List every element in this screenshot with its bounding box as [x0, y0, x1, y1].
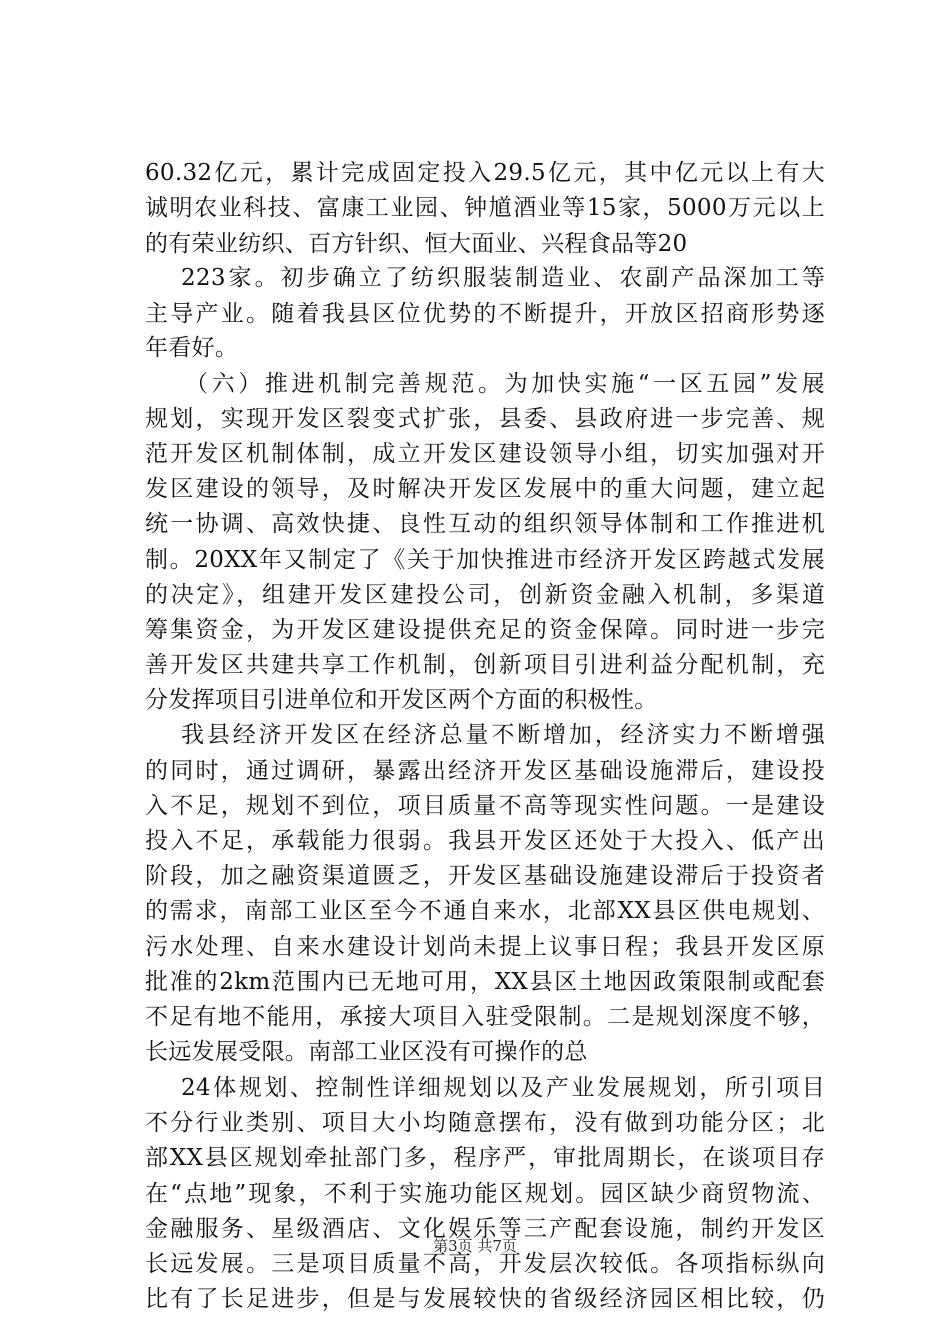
text-line: 的有荣业纺织、百方针织、恒大面业、兴程食品等20	[145, 231, 688, 257]
text-line: 金融服务、星级酒店、文化娱乐等三产配套设施，制约开发区	[145, 1216, 825, 1242]
text-line: 不分行业类别、项目大小均随意摆布，没有做到功能分区；北	[145, 1110, 825, 1136]
text-line: 发区建设的领导，及时解决开发区发展中的重大问题，建立起	[145, 476, 825, 502]
text-line: 筹集资金，为开发区建设提供充足的资金保障。同时进一步完	[145, 617, 825, 643]
text-line: 善开发区共建共享工作机制，创新项目引进利益分配机制，充	[145, 652, 825, 678]
text-line: 主导产业。随着我县区位优势的不断提升，开放区招商形势逐	[145, 301, 825, 327]
text-line: 诚明农业科技、富康工业园、钟馗酒业等15家，5000万元以上	[145, 195, 825, 221]
text-line: 的同时，通过调研，暴露出经济开发区基础设施滞后，建设投	[145, 758, 825, 784]
text-line: （六）推进机制完善规范。为加快实施“一区五园”发展	[185, 371, 825, 397]
text-line: 范开发区机制体制，成立开发区建设领导小组，切实加强对开	[145, 441, 825, 467]
text-line: 223家。初步确立了纺织服装制造业、农副产品深加工等	[181, 265, 825, 291]
page-footer: 第3页 共7页	[433, 1237, 517, 1255]
text-line: 长远发展受限。南部工业区没有可操作的总	[145, 1039, 588, 1065]
text-line: 长远发展。三是项目质量不高，开发层次较低。各项指标纵向	[145, 1251, 825, 1277]
text-line: 规划，实现开发区裂变式扩张，县委、县政府进一步完善、规	[145, 406, 825, 432]
text-line: 分发挥项目引进单位和开发区两个方面的积极性。	[145, 687, 658, 713]
text-line: 制。20XX年又制定了《关于加快推进市经济开发区跨越式发展	[145, 547, 825, 573]
text-line: 比有了长足进步，但是与发展较快的省级经济园区相比较，仍	[145, 1286, 825, 1312]
text-line: 批准的2km范围内已无地可用，XX县区土地因政策限制或配套	[145, 969, 825, 995]
text-line: 投入不足，承载能力很弱。我县开发区还处于大投入、低产出	[145, 828, 825, 854]
text-line: 24体规划、控制性详细规划以及产业发展规划，所引项目	[181, 1075, 825, 1101]
text-line: 统一协调、高效快捷、良性互动的组织领导体制和工作推进机	[145, 511, 825, 537]
text-line: 污水处理、自来水建设计划尚未提上议事日程；我县开发区原	[145, 934, 825, 960]
text-line: 部XX县区规划牵扯部门多，程序严，审批周期长，在谈项目存	[145, 1145, 825, 1171]
text-line: 在“点地”现象，不利于实施功能区规划。园区缺少商贸物流、	[145, 1181, 825, 1207]
text-line: 60.32亿元，累计完成固定投入29.5亿元，其中亿元以上有大	[145, 160, 825, 186]
text-line: 不足有地不能用，承接大项目入驻受限制。二是规划深度不够，	[145, 1004, 825, 1030]
text-line: 的决定》，组建开发区建投公司，创新资金融入机制，多渠道	[145, 582, 825, 608]
text-line: 年看好。	[145, 335, 239, 361]
text-line: 入不足，规划不到位，项目质量不高等现实性问题。一是建设	[145, 793, 825, 819]
text-line: 我县经济开发区在经济总量不断增加，经济实力不断增强	[181, 722, 825, 748]
text-line: 阶段，加之融资渠道匮乏，开发区基础设施建设滞后于投资者	[145, 863, 825, 889]
text-line: 的需求，南部工业区至今不通自来水，北部XX县区供电规划、	[145, 898, 825, 924]
